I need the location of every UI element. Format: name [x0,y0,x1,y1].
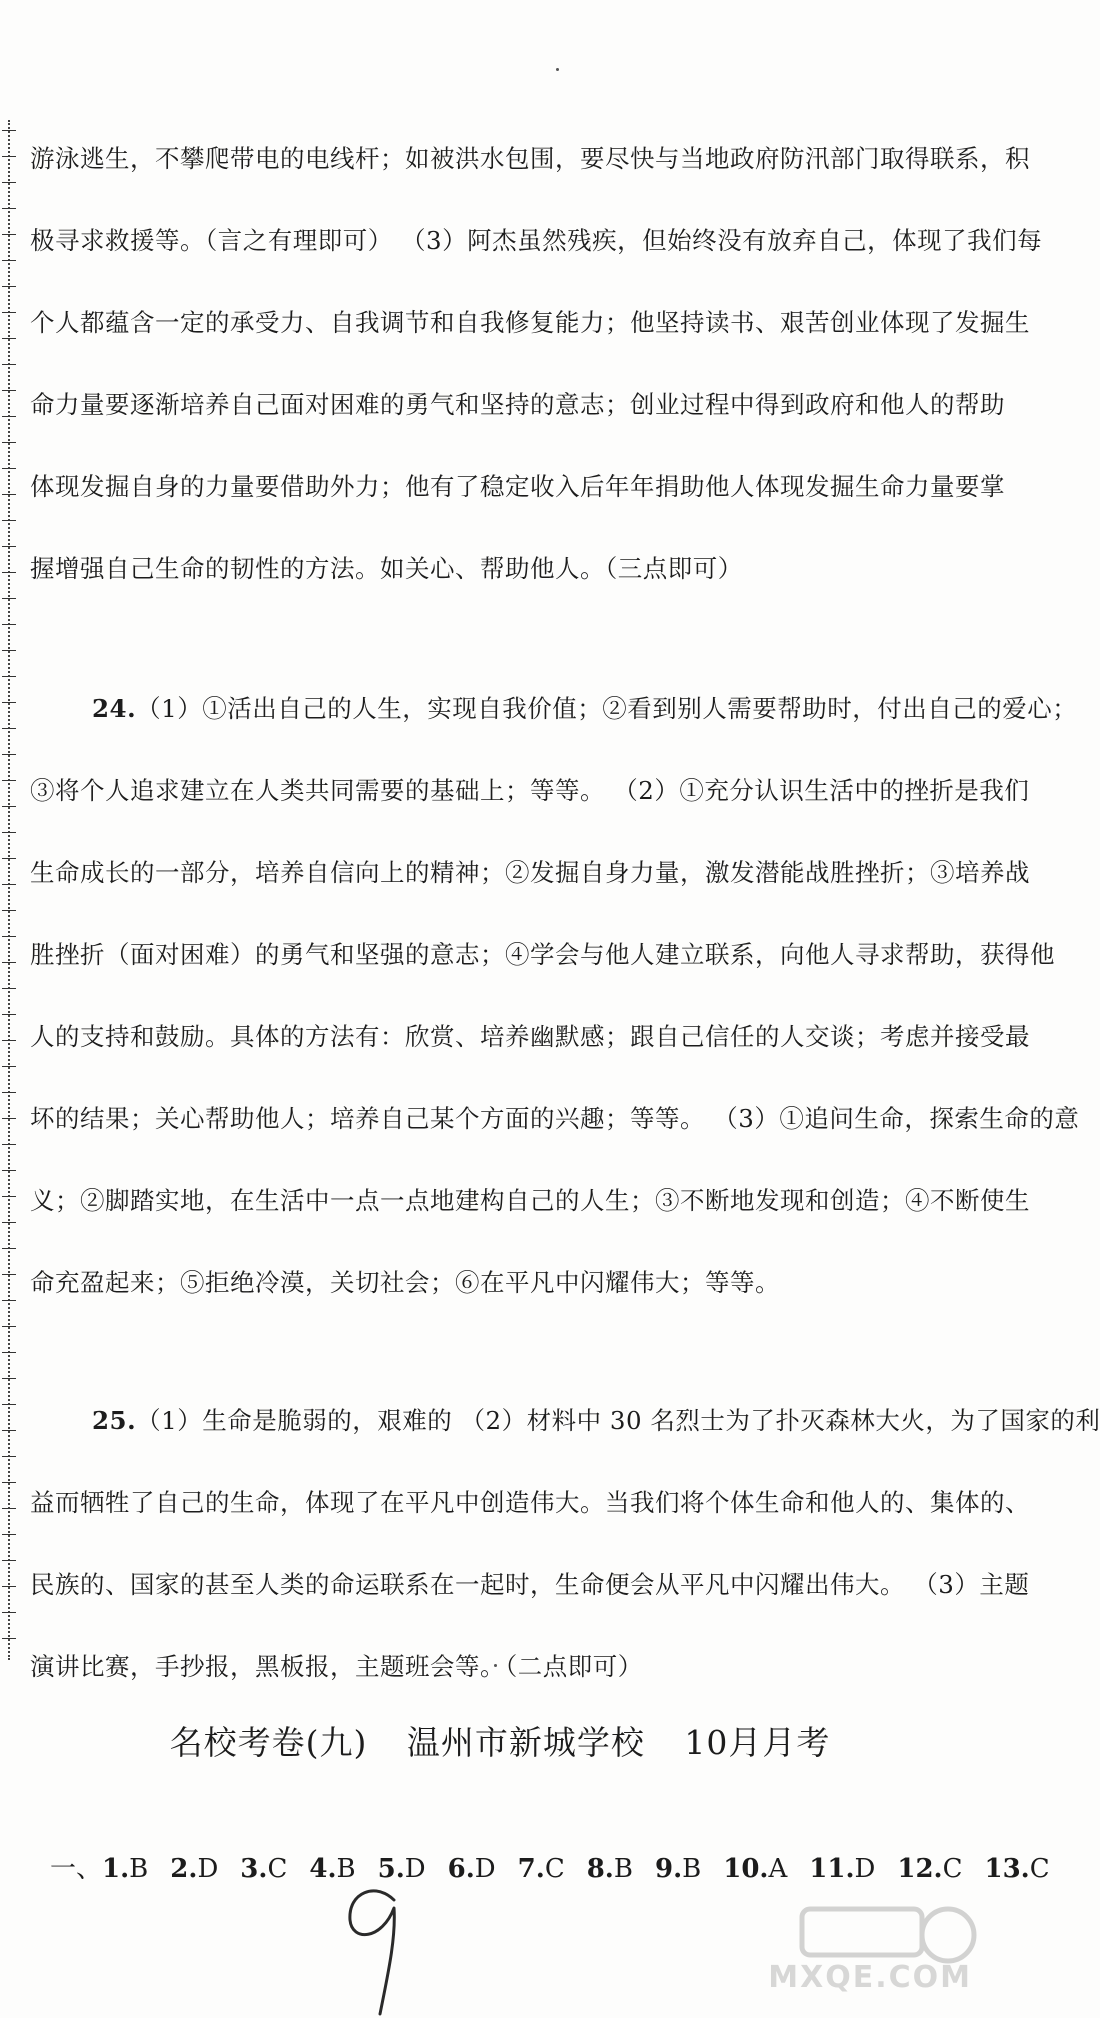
binding-tick [2,312,16,313]
answer-number: 6. [447,1854,475,1884]
answer-letter: B [613,1854,633,1884]
answer-number: 11. [809,1854,855,1884]
text-line: 演讲比赛，手抄报，黑板报，主题班会等。（二点即可） [30,1652,643,1681]
answer-number: 5. [377,1854,405,1884]
answer-number: 8. [586,1854,614,1884]
binding-tick [2,988,16,989]
text-line: 民族的、国家的甚至人类的命运联系在一起时，生命便会从平凡中闪耀出伟大。 （3）主题 [30,1570,1030,1599]
binding-tick [2,858,16,859]
answer-number: 2. [170,1854,198,1884]
spacer [30,610,990,668]
binding-tick [2,234,16,235]
spacer [30,1324,990,1380]
answer-number: 10. [723,1854,769,1884]
binding-tick [2,1638,16,1639]
binding-tick [2,1144,16,1145]
answer-number: 1. [102,1854,130,1884]
answer-number: 4. [309,1854,337,1884]
binding-line [8,120,22,1660]
answer-item [518,1854,565,1884]
binding-tick [2,1560,16,1561]
answer-letter: B [129,1854,149,1884]
text-line: 个人都蕴含一定的承受力、自我调节和自我修复能力；他坚持读书、艰苦创业体现了发掘生 [30,308,1030,337]
answer-item [897,1854,962,1884]
binding-tick [2,182,16,183]
answer-letter: C [1029,1854,1050,1884]
section-title-part: 名校考卷(九) [169,1723,368,1762]
text-line: 胜挫折（面对困难）的勇气和坚强的意志；④学会与他人建立联系，向他人寻求帮助，获得他 [30,940,1055,969]
question-24-answer [30,668,1080,1324]
binding-tick [2,1482,16,1483]
answer-item [240,1854,287,1884]
text-line [30,1380,1100,1462]
answer-number: 12. [897,1854,943,1884]
binding-tick [2,1352,16,1353]
binding-tick [2,546,16,547]
binding-tick [2,650,16,651]
binding-tick [2,962,16,963]
binding-tick [2,1508,16,1509]
answer-item [723,1854,787,1884]
answer-number: 3. [240,1854,268,1884]
answer-letter: D [474,1854,496,1884]
answer-content [30,118,1100,1708]
binding-tick [2,1014,16,1015]
answer-number: 7. [517,1854,545,1884]
binding-tick [2,260,16,261]
binding-tick [2,156,16,157]
binding-tick [2,806,16,807]
binding-tick [2,598,16,599]
text-line: 坏的结果；关心帮助他人；培养自己某个方面的兴趣；等等。 （3）①追问生命，探索生命的意 [30,1104,1080,1133]
answer-letter: C [942,1854,963,1884]
binding-tick [2,1326,16,1327]
binding-tick [2,390,16,391]
binding-tick [2,728,16,729]
answer-item [809,1854,875,1884]
binding-tick [2,1040,16,1041]
text-line: 生命成长的一部分，培养自信向上的精神；②发掘自身力量，激发潜能战胜挫折；③培养战 [30,858,1030,887]
multiple-choice-answers [50,1848,1050,1885]
text-segment: （1）生命是脆弱的，艰难的 （2）材料中 30 名烈士为了扑灭森林大火，为了国家的利 [136,1406,1100,1435]
binding-tick [2,442,16,443]
binding-tick [2,1196,16,1197]
answer-item [448,1854,496,1884]
answer-list [102,1854,1072,1884]
answer-number: 13. [984,1854,1030,1884]
binding-tick [2,468,16,469]
binding-tick [2,1274,16,1275]
answer-item [170,1854,218,1884]
binding-tick [2,1586,16,1587]
binding-tick [2,130,16,131]
section-title-part: 温州市新城学校 [406,1723,645,1762]
binding-tick [2,1300,16,1301]
section-title-part: 10月月考 [684,1723,831,1762]
watermark-logo [762,1895,982,2005]
binding-tick [2,936,16,937]
binding-tick [2,208,16,209]
text-line [30,668,1078,750]
binding-tick [2,1118,16,1119]
binding-tick [2,286,16,287]
binding-tick [2,1404,16,1405]
binding-tick [2,624,16,625]
binding-tick [2,364,16,365]
answer-item [587,1854,633,1884]
binding-tick [2,1066,16,1067]
binding-tick [2,1534,16,1535]
binding-tick [2,780,16,781]
text-line: 握增强自己生命的韧性的方法。如关心、帮助他人。（三点即可） [30,554,743,583]
binding-tick [2,702,16,703]
binding-tick [2,754,16,755]
question-number: 25. [92,1406,137,1435]
continued-answer [30,118,1043,610]
section-title [0,1717,1000,1764]
watermark-text: MXQE.COM [768,1960,972,1995]
binding-tick [2,910,16,911]
handwritten-page-number [336,1878,418,2018]
answers-prefix: 一、 [50,1854,103,1884]
binding-tick [2,1248,16,1249]
question-number: 24. [92,694,137,723]
binding-tick [2,494,16,495]
answer-item [985,1854,1050,1884]
answer-letter: B [336,1854,356,1884]
answer-letter: D [197,1854,219,1884]
answer-letter: C [267,1854,288,1884]
text-segment: （1）①活出自己的人生，实现自我价值；②看到别人需要帮助时，付出自己的爱心； [136,694,1078,723]
answer-letter: C [544,1854,565,1884]
binding-tick [2,1430,16,1431]
speck [556,68,559,71]
answer-letter: D [404,1854,426,1884]
text-line: 益而牺牲了自己的生命，体现了在平凡中创造伟大。当我们将个体生命和他人的、集体的、 [30,1488,1030,1517]
answer-number: 9. [654,1854,683,1884]
text-line: ③将个人追求建立在人类共同需要的基础上；等等。 （2）①充分认识生活中的挫折是我们 [30,776,1030,805]
binding-tick [2,832,16,833]
answer-letter: B [682,1854,702,1884]
binding-tick [2,338,16,339]
text-line: 游泳逃生，不攀爬带电的电线杆；如被洪水包围，要尽快与当地政府防汛部门取得联系，积 [30,144,1030,173]
binding-tick [2,676,16,677]
binding-tick [2,1612,16,1613]
answer-letter: D [854,1854,876,1884]
binding-tick [2,1378,16,1379]
binding-tick [2,1456,16,1457]
answer-letter: A [768,1854,788,1884]
text-line: 义；②脚踏实地，在生活中一点一点地建构自己的人生；③不断地发现和创造；④不断使生 [30,1186,1030,1215]
binding-tick [2,1170,16,1171]
answer-item [102,1854,148,1884]
text-line: 命力量要逐渐培养自己面对困难的勇气和坚持的意志；创业过程中得到政府和他人的帮助 [30,390,1005,419]
binding-tick [2,884,16,885]
binding-tick [2,520,16,521]
question-25-answer [30,1380,1100,1708]
answer-item [655,1854,701,1884]
text-line: 极寻求救援等。（言之有理即可） （3）阿杰虽然残疾，但始终没有放弃自己，体现了我们每 [30,226,1043,255]
binding-tick [2,1222,16,1223]
binding-tick [2,416,16,417]
binding-tick [2,572,16,573]
text-line: 人的支持和鼓励。具体的方法有：欣赏、培养幽默感；跟自己信任的人交谈；考虑并接受最 [30,1022,1030,1051]
text-line: 体现发掘自身的力量要借助外力；他有了稳定收入后年年捐助他人体现发掘生命力量要掌 [30,472,1005,501]
text-line: 命充盈起来；⑤拒绝冷漠，关切社会；⑥在平凡中闪耀伟大；等等。 [30,1268,780,1297]
binding-tick [2,1092,16,1093]
